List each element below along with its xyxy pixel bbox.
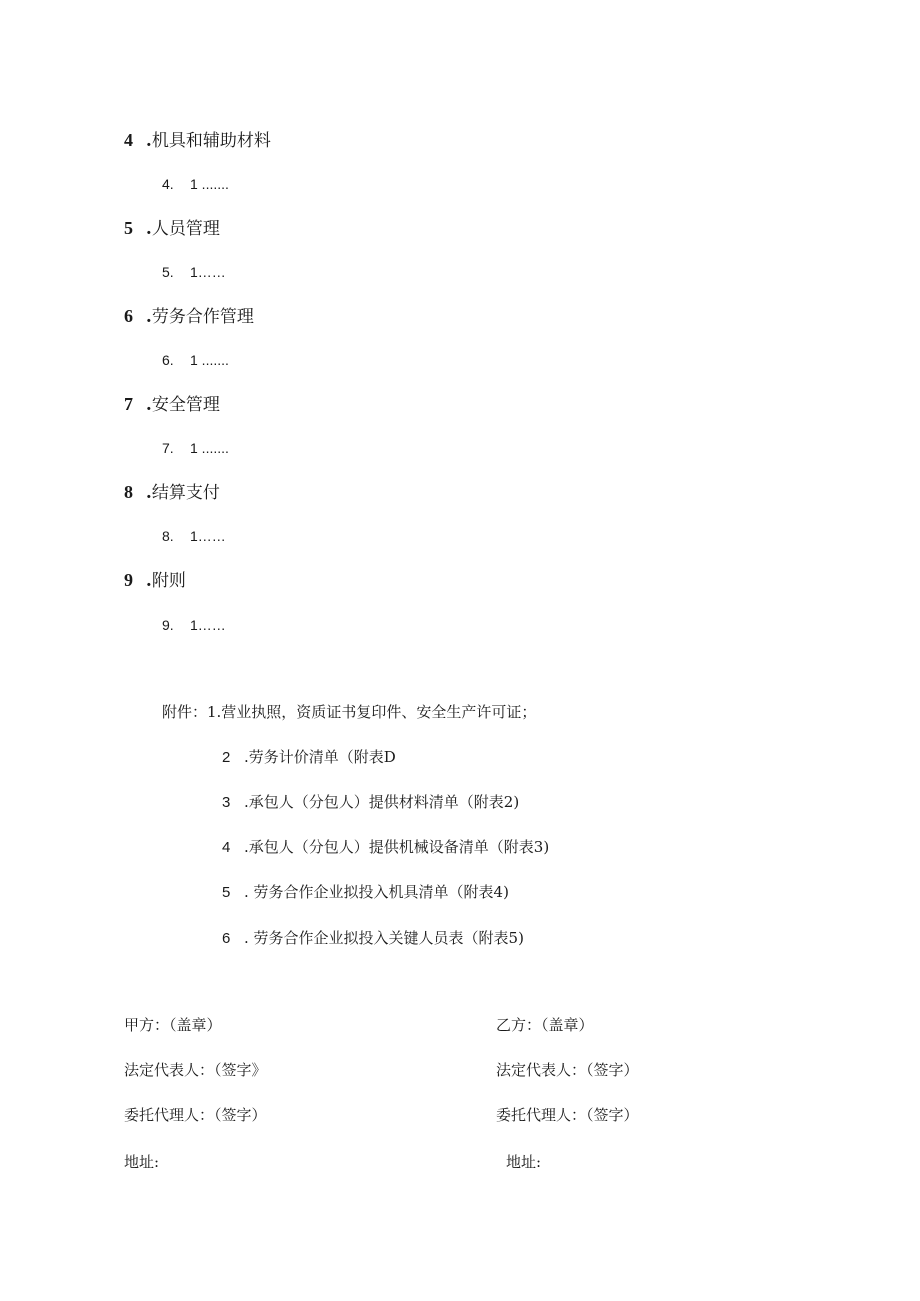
subsection-text: 1 ....... [190,352,229,368]
party-b-legal-rep: 法定代表人：（签字） [496,1061,639,1079]
subsection-7-1 [162,439,229,457]
subsection-number: 4. [162,176,174,192]
subsection-6-1 [162,351,229,369]
section-title: 安全管理 [151,395,220,415]
annex-item-text: . 劳务合作企业拟投入机具清单（附表4) [244,883,509,901]
section-heading-7 [124,394,220,415]
section-number: 5 [124,218,133,238]
subsection-number: 6. [162,352,174,368]
section-number: 4 [124,130,133,150]
subsection-text: 1…… [190,617,226,633]
annex-item-text: .承包人（分包人）提供机械设备清单（附表3) [244,838,550,856]
section-heading-8 [124,482,220,503]
subsection-number: 8. [162,528,174,544]
section-number: 7 [124,394,133,414]
subsection-8-1 [162,527,226,545]
section-dot: . [140,307,152,327]
section-title: 附则 [151,571,186,591]
party-a-address: 地址: [124,1153,160,1171]
party-a-agent: 委托代理人：（签字） [124,1106,267,1124]
subsection-text: 1…… [190,528,226,544]
party-a-seal: 甲方：（盖章） [124,1016,222,1034]
subsection-number: 9. [162,617,174,633]
section-heading-5 [124,218,220,239]
section-number: 9 [124,570,133,590]
section-title: 人员管理 [151,219,220,239]
annex-item [222,747,396,768]
party-b-address: 地址: [506,1153,542,1171]
annex-item-number: 4 [222,839,231,856]
subsection-text: 1…… [190,264,226,280]
section-title: 结算支付 [151,483,220,503]
subsection-5-1 [162,263,226,281]
party-b-seal: 乙方：（盖章） [496,1016,594,1034]
subsection-number: 5. [162,264,174,280]
subsection-text: 1 ....... [190,176,229,192]
subsection-4-1 [162,175,229,193]
annex-item-number: 5 [222,884,231,901]
annex-item [222,792,519,813]
section-title: 机具和辅助材料 [151,131,271,151]
subsection-number: 7. [162,440,174,456]
annex-item-number: 3 [222,794,231,811]
annex-item-number: 2 [222,749,231,766]
annex-item [222,882,509,903]
annex-item-text: .承包人（分包人）提供材料清单（附表2) [244,793,520,811]
annex-item-number: 6 [222,930,231,947]
annex-item-text: .劳务计价清单（附表D [244,748,396,766]
section-heading-6 [124,306,254,327]
annex-item-text: . 劳务合作企业拟投入关键人员表（附表5) [244,929,524,947]
section-heading-9 [124,570,186,591]
party-b-agent: 委托代理人：（签字） [496,1106,639,1124]
annex-lead-line: 附件：1.营业执照，资质证书复印件、安全生产许可证； [162,703,537,721]
section-number: 8 [124,482,133,502]
subsection-9-1 [162,616,226,634]
section-dot: . [140,395,152,415]
section-dot: . [140,219,152,239]
party-a-legal-rep: 法定代表人：（签字》 [124,1061,267,1079]
section-title: 劳务合作管理 [151,307,254,327]
section-heading-4 [124,130,271,151]
section-dot: . [140,131,152,151]
subsection-text: 1 ....... [190,440,229,456]
section-dot: . [140,571,152,591]
annex-item [222,928,524,949]
section-number: 6 [124,306,133,326]
annex-item [222,837,549,858]
section-dot: . [140,483,152,503]
